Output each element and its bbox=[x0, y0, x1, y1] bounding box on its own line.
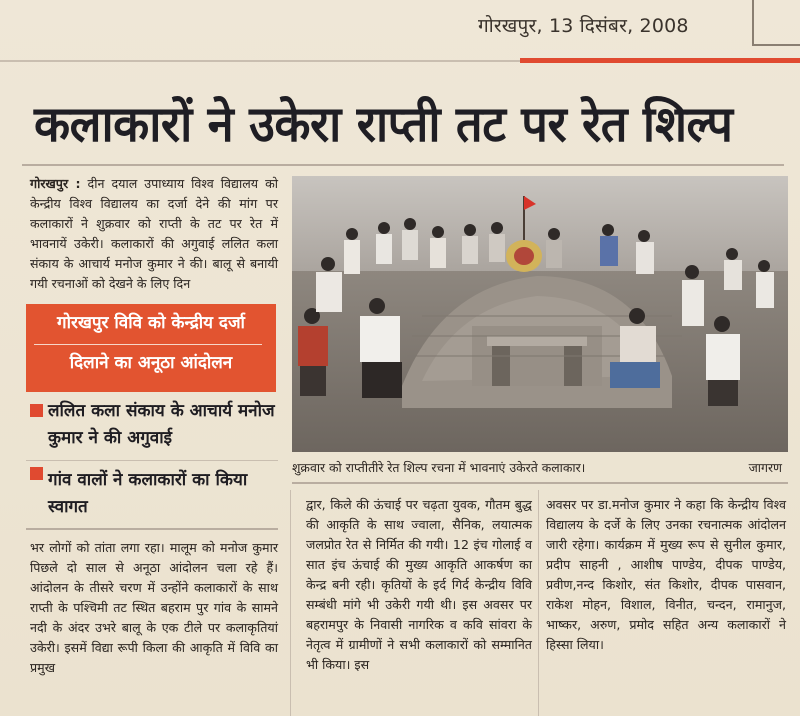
body-column-left bbox=[30, 538, 278, 678]
caption-rule bbox=[292, 482, 788, 484]
body-column-right bbox=[546, 495, 786, 655]
headline: कलाकारों ने उकेरा राप्ती तट पर रेत शिल्प bbox=[34, 95, 733, 154]
column-divider bbox=[290, 490, 291, 716]
photo-caption bbox=[292, 458, 788, 480]
top-accent-rule bbox=[520, 58, 800, 63]
key-point-text: गांव वालों ने कलाकारों का किया स्वागत bbox=[48, 470, 248, 517]
column-divider bbox=[538, 490, 539, 716]
body-column-middle bbox=[306, 495, 532, 675]
body-text-middle: द्वार, किले की ऊंचाई पर चढ़ता युवक, गौतम बुद्ध की आकृति के साथ ज्वाला, सैनिक, लयात्मक जलप्रोत रेत से निर्मित की गयी। 12 इंच गोलाई व सात इंच ऊंचाई की मुख्य आकृति आकर्षण का केन्द्र बनी रही। कृतियों के इर्द गिर्द केन्द्रीय विवि सम्बंधी मांगे भी उकेरी गयी थी। इस अवसर पर बहरामपुर के निवासी नागरिक व कवि सांवरा के नेतृत्व में ग्रामीणों ने सभी कलाकारों को सम्मानित भी किया। इस bbox=[306, 497, 532, 672]
top-rule bbox=[0, 60, 520, 62]
caption-text: शुक्रवार को राप्तीतीरे रेत शिल्प रचना में भावनाएं उकेरते कलाकार। bbox=[292, 460, 586, 475]
intro-dateline: गोरखपुर : bbox=[30, 176, 81, 191]
key-point bbox=[26, 460, 278, 521]
key-points bbox=[26, 398, 278, 521]
body-text-right: अवसर पर डा.मनोज कुमार ने कहा कि केन्द्रीय विश्व विद्यालय के दर्जे के लिए उनका रचनात्मक आंदोलन जारी रहेगा। कार्यक्रम में मुख्य रूप से सुनील कुमार, प्रदीप साहनी , आशीष पाण्डेय, दीपक पाण्डेय, प्रवीण,नन्द किशोर, संत किशोर, दीपक पासवान, राकेश मोहन, विशाल, विनीत, चन्दन, रामानुज, भाष्कर, अरुण, प्रमोद सहित अन्य कलाकारों ने हिस्सा लिया। bbox=[546, 497, 786, 652]
key-point bbox=[26, 398, 278, 452]
body-text-left: भर लोगों को तांता लगा रहा। मालूम को मनोज कुमार पिछले दो साल से अनूठा आंदोलन चला रहे हैं। आंदोलन के तीसरे चरण में उन्होंने कलाकारों के साथ राप्ती के पश्चिमी तट स्थित बहराम पुर गांव के सामने नदी के अंदर उभरे बालू के एक टीले पर कलाकृतियां उकेरी। इसमें विद्या रूपी किला की आकृति में विवि का प्रमुख bbox=[30, 540, 278, 675]
intro-text: दीन दयाल उपाध्याय विश्व विद्यालय को केन्द्रीय विश्व विद्यालय का दर्जा देने की मांग पर कलाकारों ने शुक्रवार को राप्ती के तट पर रेत में भावनायें उकेरी। कलाकारों की अगुवाई ललित कला संकाय के आचार्य मनोज कुमार ने की। बालू से बनायी गयी रचनाओं को देखने के लिए दिन bbox=[30, 176, 278, 291]
dateline: गोरखपुर, 13 दिसंबर, 2008 bbox=[478, 15, 689, 37]
news-photo bbox=[292, 176, 788, 452]
banner-line-2: दिलाने का अनूठा आंदोलन bbox=[69, 353, 233, 373]
photo-credit: जागरण bbox=[748, 460, 782, 475]
key-point-text: ललित कला संकाय के आचार्य मनोज कुमार ने की अगुवाई bbox=[48, 401, 275, 448]
banner-divider bbox=[34, 344, 262, 345]
square-bullet-icon bbox=[30, 404, 43, 417]
square-bullet-icon bbox=[30, 467, 43, 480]
banner-line-1: गोरखपुर विवि को केन्द्रीय दर्जा bbox=[57, 313, 245, 333]
highlight-banner bbox=[26, 304, 276, 392]
headline-rule bbox=[22, 164, 784, 166]
points-rule bbox=[26, 528, 278, 530]
sand-sculpture-photo bbox=[292, 176, 788, 452]
intro-paragraph bbox=[30, 174, 278, 294]
